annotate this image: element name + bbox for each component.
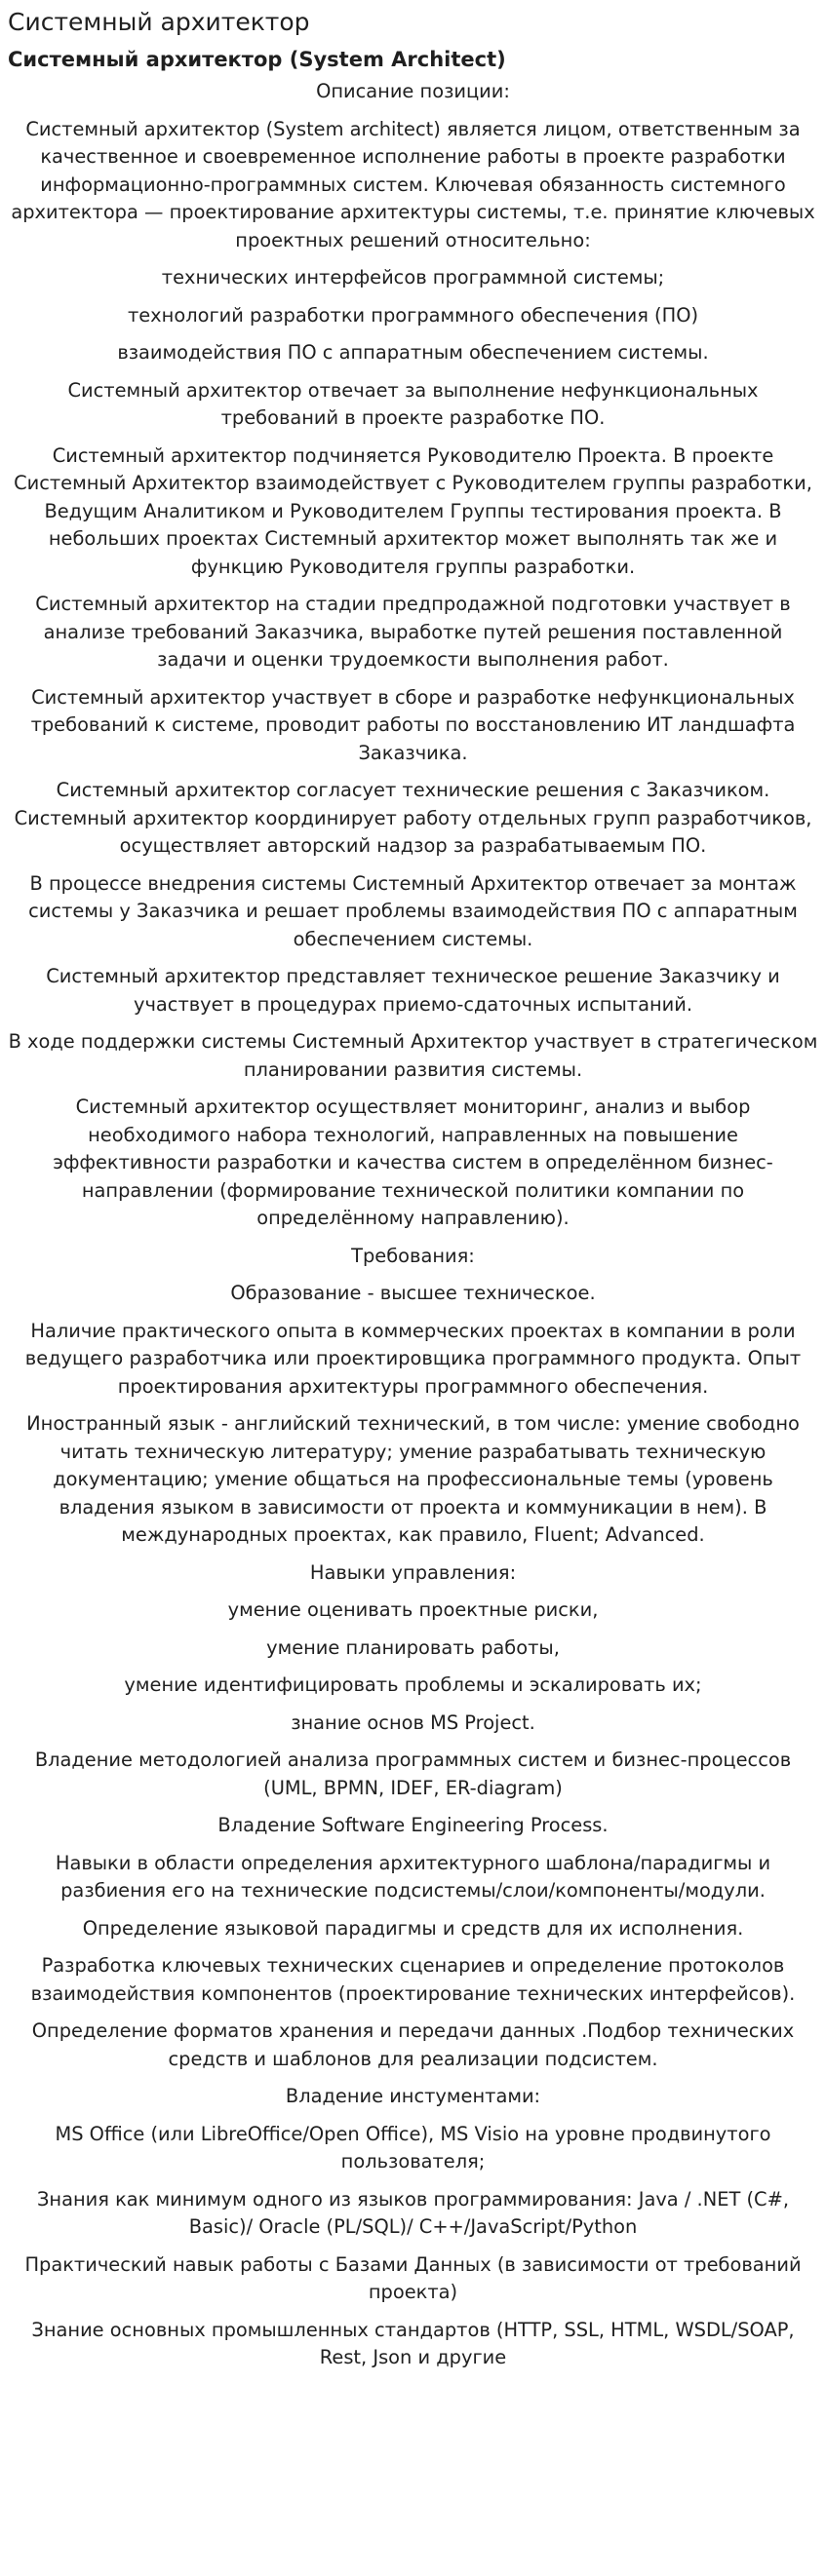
page-subtitle: Системный архитектор (System Architect): [8, 48, 506, 71]
paragraph: Владение методологией анализа программных систем и бизнес-процессов (UML, BPMN, IDEF, ER-diagram): [34, 1749, 792, 1799]
paragraph: Знания как минимум одного из языков программирования: Java / .NET (C#, Basic)/ Oracle (PL/SQL)/ C++/JavaScript/Python: [36, 2187, 789, 2238]
paragraph: технологий разработки программного обеспечения (ПО): [127, 303, 699, 327]
paragraph: Определение языковой парадигмы и средств для их исполнения.: [82, 1916, 744, 1940]
paragraph: Образование - высшее техническое.: [230, 1282, 596, 1304]
paragraph: Системный архитектор участвует в сборе и разработке нефункциональных требований к системе, проводит работы по восстановлению ИТ ландшафта Заказчика.: [30, 685, 796, 764]
paragraph: Системный архитектор подчиняется Руководителю Проекта. В проекте Системный Архитектор взаимодействует с Руководителем группы разработки, Ведущим Аналитиком и Руководителем Группы тестирования проекта. В небольших проектах Системный архитектор может выполнять так же и функцию Руководителя группы разработки.: [14, 443, 812, 578]
paragraph: взаимодействия ПО с аппаратным обеспечением системы.: [117, 341, 709, 364]
paragraph: В процессе внедрения системы Системный Архитектор отвечает за монтаж системы у Заказчика и решает проблемы взаимодействия ПО с аппаратным обеспечением системы.: [28, 871, 798, 950]
paragraph: умение оценивать проектные риски,: [227, 1598, 599, 1621]
paragraph: Системный архитектор (System architect) является лицом, ответственным за качественное и своевременное исполнение работы в проекте разработки информационно-программных систем. Ключевая обязанность системного архитектора — проектирование архитектуры системы, т.е. принятие ключевых проектных решений относительно:: [11, 117, 815, 251]
paragraph: технических интерфейсов программной системы;: [161, 266, 665, 288]
paragraph: Владение Software Engineering Process.: [217, 1814, 609, 1836]
paragraph: умение идентифицировать проблемы и эскалировать их;: [124, 1673, 702, 1696]
paragraph: Иностранный язык - английский технический, в том числе: умение свободно читать техническую литературу; умение разрабатывать техническую документацию; умение общаться на профессиональные темы (уровень владения языком в зависимости от проекта и коммуникации в нем). В международных проектах, как правило, Fluent; Advanced.: [26, 1412, 800, 1546]
paragraph: Системный архитектор согласует технические решения с Заказчиком. Системный архитектор координирует работу отдельных групп разработчиков, осуществляет авторский надзор за разрабатываемым ПО.: [14, 779, 812, 857]
paragraph: Навыки в области определения архитектурного шаблона/парадигмы и разбиения его на технические подсистемы/слои/компоненты/модули.: [55, 1851, 771, 1902]
paragraph: Знание основных промышленных стандартов (HTTP, SSL, HTML, WSDL/SOAP, Rest, Json и другие: [31, 2318, 795, 2368]
page-title: Системный архитектор: [8, 8, 310, 36]
paragraph: Требования:: [351, 1244, 475, 1267]
paragraph: знание основ MS Project.: [291, 1711, 535, 1734]
paragraph: Системный архитектор осуществляет мониторинг, анализ и выбор необходимого набора технологий, направленных на повышение эффективности разработки и качества систем в определённом бизнес-направлении (формирование технической политики компании по определённому направлению).: [53, 1096, 773, 1229]
paragraph: Определение форматов хранения и передачи данных .Подбор технических средств и шаблонов для реализации подсистем.: [31, 2019, 795, 2070]
paragraph: Навыки управления:: [309, 1560, 517, 1584]
paragraph: Описание позиции:: [316, 80, 510, 102]
paragraph: Разработка ключевых технических сценариев и определение протоколов взаимодействия компонентов (проектирование технических интерфейсов).: [30, 1954, 796, 2005]
paragraph: MS Office (или LibreOffice/Open Office), MS Visio на уровне продвинутого пользователя;: [55, 2122, 771, 2172]
paragraph: Владение инстументами:: [285, 2085, 541, 2107]
paragraph: Системный архитектор представляет техническое решение Заказчику и участвует в процедурах приемо-сдаточных испытаний.: [46, 965, 780, 1016]
paragraph: Системный архитектор на стадии предпродажной подготовки участвует в анализе требований Заказчика, выработке путей решения поставленной задачи и оценки трудоемкости выполнения работ.: [35, 593, 791, 671]
paragraph: умение планировать работы,: [266, 1635, 560, 1659]
paragraph: В ходе поддержки системы Системный Архитектор участвует в стратегическом планировании развития системы.: [8, 1030, 818, 1081]
paragraph: Системный архитектор отвечает за выполнение нефункциональных требований в проекте разработке ПО.: [67, 378, 759, 429]
paragraph: Наличие практического опыта в коммерческих проектах в компании в роли ведущего разработчика или проектировщика программного продукта. Опыт проектирования архитектуры программного обеспечения.: [24, 1319, 802, 1398]
document-body: [8, 78, 818, 2372]
paragraph: Практический навык работы с Базами Данных (в зависимости от требований проекта): [24, 2252, 802, 2303]
